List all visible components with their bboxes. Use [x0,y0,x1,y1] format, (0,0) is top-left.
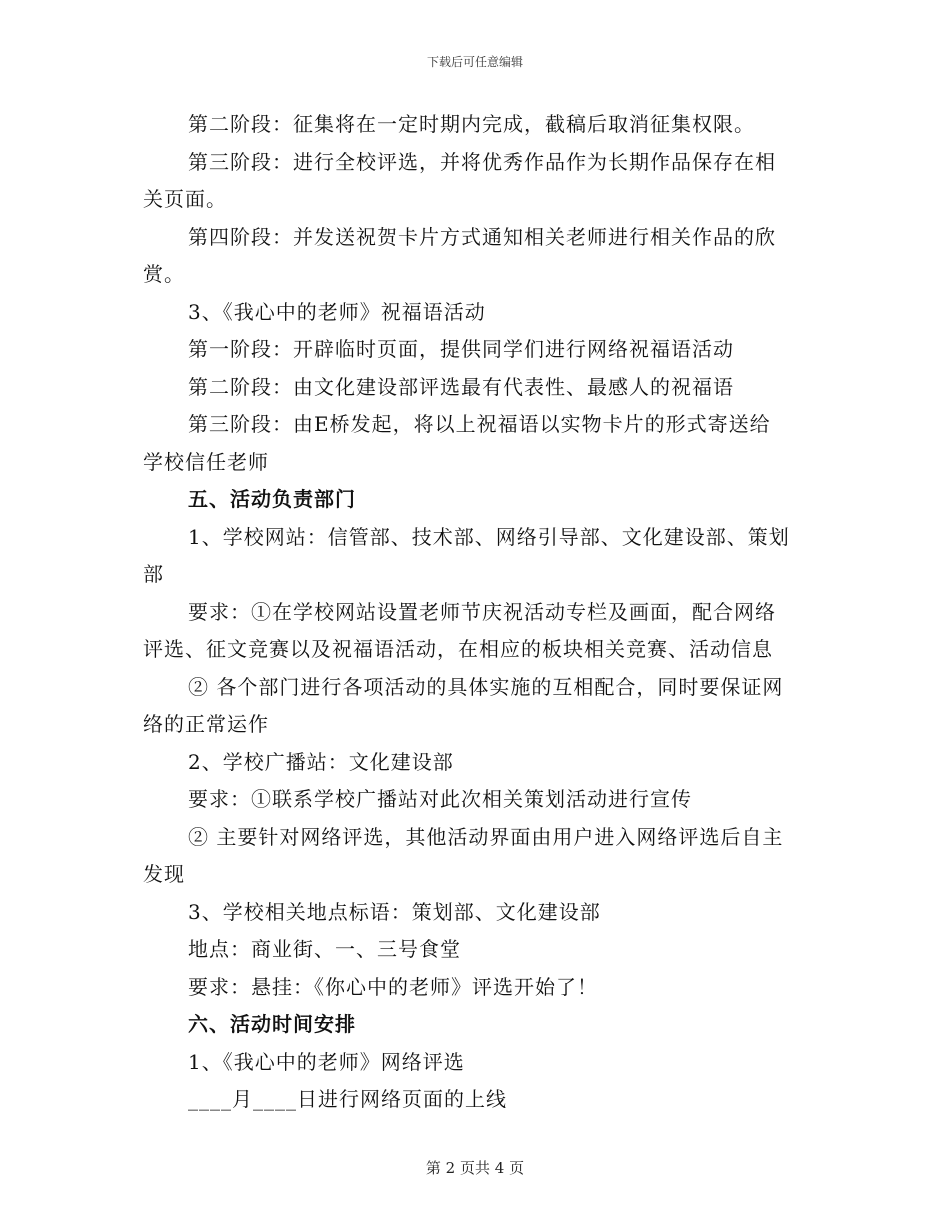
text-line: 赏。 [143,262,185,286]
text-line: 1、《我心中的老师》网络评选 [188,1049,465,1074]
text-line: 第二阶段：征集将在一定时期内完成，截稿后取消征集权限。 [188,112,755,136]
text-line: 学校信任老师 [143,449,269,474]
text-line: 3、学校相关地点标语：策划部、文化建设部 [188,899,601,924]
text-line: 要求：①联系学校广播站对此次相关策划活动进行宣传 [188,787,692,811]
page-header: 下载后可任意编辑 [426,55,523,69]
text-line: 第二阶段：由文化建设部评选最有代表性、最感人的祝福语 [188,374,734,399]
text-line: 要求：①在学校网站设置老师节庆祝活动专栏及画面，配合网络 [188,599,776,624]
text-line: ____月____日进行网络页面的上线 [188,1087,507,1111]
document-body [143,106,808,1119]
text-line: 3、《我心中的老师》祝福语活动 [188,299,486,324]
text-line: 络的正常运作 [143,712,269,736]
text-line: 第一阶段：开辟临时页面，提供同学们进行网络祝福语活动 [188,337,734,361]
text-line: ② 主要针对网络评选，其他活动界面由用户进入网络评选后自主 [188,824,784,849]
text-line: 地点：商业街、一、三号食堂 [188,937,461,961]
text-line: 部 [143,562,164,586]
text-line: 第三阶段：进行全校评选，并将优秀作品作为长期作品保存在相 [188,149,776,174]
text-line: 2、学校广播站：文化建设部 [188,749,454,774]
page-footer: 第 2 页共 4 页 [425,1159,525,1177]
text-line: 发现 [143,862,185,886]
text-line: 第四阶段：并发送祝贺卡片方式通知相关老师进行相关作品的欣 [188,224,776,249]
text-line: 关页面。 [143,187,227,211]
section-heading: 五、活动负责部门 [188,487,356,511]
text-line: 第三阶段：由E桥发起，将以上祝福语以实物卡片的形式寄送给 [188,412,771,436]
text-line: ② 各个部门进行各项活动的具体实施的互相配合，同时要保证网 [188,674,784,699]
text-line: 评选、征文竞赛以及祝福语活动，在相应的板块相关竞赛、活动信息 [143,637,773,661]
text-line: 要求：悬挂：《你心中的老师》评选开始了！ [188,974,598,999]
section-heading: 六、活动时间安排 [188,1012,356,1036]
text-line: 1、学校网站：信管部、技术部、网络引导部、文化建设部、策划 [188,524,790,549]
